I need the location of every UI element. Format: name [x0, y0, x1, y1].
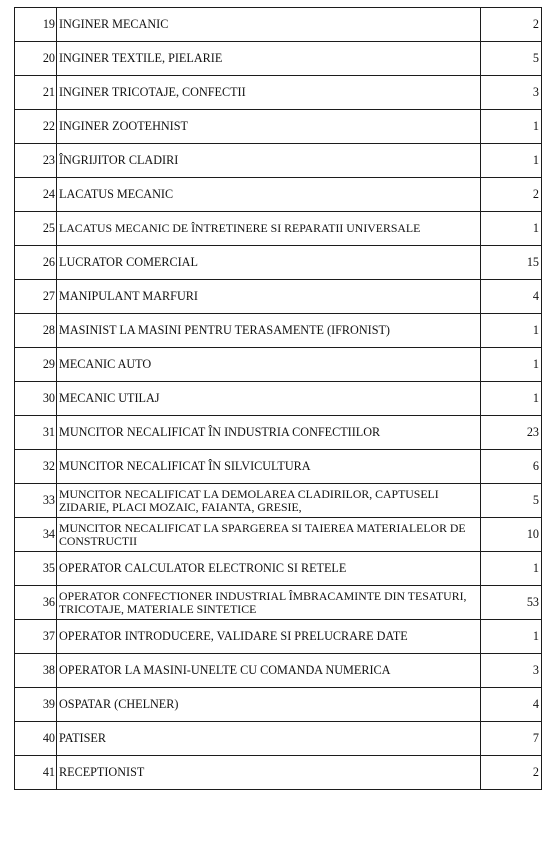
position-count-cell: 7 — [481, 722, 542, 756]
occupation-name-cell: MASINIST LA MASINI PENTRU TERASAMENTE (IFRONIST) — [57, 314, 481, 348]
occupation-name-cell: OPERATOR LA MASINI-UNELTE CU COMANDA NUMERICA — [57, 654, 481, 688]
position-count-cell: 1 — [481, 144, 542, 178]
row-number-cell: 22 — [15, 110, 57, 144]
occupation-name-cell: OSPATAR (CHELNER) — [57, 688, 481, 722]
position-count-cell: 4 — [481, 280, 542, 314]
occupation-name-cell: OPERATOR CALCULATOR ELECTRONIC SI RETELE — [57, 552, 481, 586]
table-row — [15, 382, 542, 416]
row-number-cell: 37 — [15, 620, 57, 654]
occupation-name-cell: MUNCITOR NECALIFICAT ÎN SILVICULTURA — [57, 450, 481, 484]
table-row — [15, 8, 542, 42]
occupation-name-cell: PATISER — [57, 722, 481, 756]
row-number-cell: 24 — [15, 178, 57, 212]
table-row — [15, 212, 542, 246]
position-count-cell: 10 — [481, 518, 542, 552]
table-row — [15, 620, 542, 654]
position-count-cell: 5 — [481, 42, 542, 76]
occupation-name-cell: INGINER MECANIC — [57, 8, 481, 42]
position-count-cell: 5 — [481, 484, 542, 518]
position-count-cell: 23 — [481, 416, 542, 450]
table-row — [15, 756, 542, 790]
position-count-cell: 1 — [481, 110, 542, 144]
row-number-cell: 19 — [15, 8, 57, 42]
occupation-name-cell: MANIPULANT MARFURI — [57, 280, 481, 314]
table-row — [15, 518, 542, 552]
row-number-cell: 23 — [15, 144, 57, 178]
row-number-cell: 26 — [15, 246, 57, 280]
row-number-cell: 38 — [15, 654, 57, 688]
row-number-cell: 41 — [15, 756, 57, 790]
position-count-cell: 2 — [481, 756, 542, 790]
table-row — [15, 484, 542, 518]
row-number-cell: 34 — [15, 518, 57, 552]
row-number-cell: 35 — [15, 552, 57, 586]
occupation-name-cell: MUNCITOR NECALIFICAT LA DEMOLAREA CLADIRILOR, CAPTUSELI ZIDARIE, PLACI MOZAIC, FAIANTA, GRESIE, — [57, 484, 481, 518]
row-number-cell: 28 — [15, 314, 57, 348]
table-row — [15, 450, 542, 484]
position-count-cell: 2 — [481, 8, 542, 42]
position-count-cell: 1 — [481, 314, 542, 348]
row-number-cell: 21 — [15, 76, 57, 110]
position-count-cell: 1 — [481, 552, 542, 586]
row-number-cell: 40 — [15, 722, 57, 756]
table-row — [15, 246, 542, 280]
occupation-name-cell: MUNCITOR NECALIFICAT ÎN INDUSTRIA CONFECTIILOR — [57, 416, 481, 450]
position-count-cell: 1 — [481, 382, 542, 416]
row-number-cell: 20 — [15, 42, 57, 76]
occupation-name-cell: INGINER TRICOTAJE, CONFECTII — [57, 76, 481, 110]
row-number-cell: 25 — [15, 212, 57, 246]
table-row — [15, 586, 542, 620]
occupation-name-cell: OPERATOR INTRODUCERE, VALIDARE SI PRELUCRARE DATE — [57, 620, 481, 654]
occupation-name-cell: LACATUS MECANIC DE ÎNTRETINERE SI REPARATII UNIVERSALE — [57, 212, 481, 246]
table-row — [15, 178, 542, 212]
occupation-name-cell: MECANIC AUTO — [57, 348, 481, 382]
table-row — [15, 42, 542, 76]
occupation-name-cell: LUCRATOR COMERCIAL — [57, 246, 481, 280]
table-row — [15, 110, 542, 144]
table-row — [15, 76, 542, 110]
table-row — [15, 688, 542, 722]
table-row — [15, 280, 542, 314]
position-count-cell: 1 — [481, 620, 542, 654]
position-count-cell: 15 — [481, 246, 542, 280]
position-count-cell: 53 — [481, 586, 542, 620]
occupation-name-cell: ÎNGRIJITOR CLADIRI — [57, 144, 481, 178]
table-row — [15, 722, 542, 756]
position-count-cell: 3 — [481, 654, 542, 688]
row-number-cell: 30 — [15, 382, 57, 416]
row-number-cell: 33 — [15, 484, 57, 518]
occupation-name-cell: INGINER ZOOTEHNIST — [57, 110, 481, 144]
position-count-cell: 4 — [481, 688, 542, 722]
occupation-name-cell: MUNCITOR NECALIFICAT LA SPARGEREA SI TAIEREA MATERIALELOR DE CONSTRUCTII — [57, 518, 481, 552]
position-count-cell: 3 — [481, 76, 542, 110]
position-count-cell: 2 — [481, 178, 542, 212]
table-row — [15, 552, 542, 586]
table-row — [15, 348, 542, 382]
position-count-cell: 6 — [481, 450, 542, 484]
occupation-name-cell: RECEPTIONIST — [57, 756, 481, 790]
occupation-name-cell: OPERATOR CONFECTIONER INDUSTRIAL ÎMBRACAMINTE DIN TESATURI, TRICOTAJE, MATERIALE SINTETICE — [57, 586, 481, 620]
table-row — [15, 144, 542, 178]
position-count-cell: 1 — [481, 212, 542, 246]
occupations-table — [14, 7, 542, 790]
occupation-name-cell: LACATUS MECANIC — [57, 178, 481, 212]
row-number-cell: 29 — [15, 348, 57, 382]
position-count-cell: 1 — [481, 348, 542, 382]
row-number-cell: 32 — [15, 450, 57, 484]
table-row — [15, 654, 542, 688]
table-row — [15, 314, 542, 348]
row-number-cell: 31 — [15, 416, 57, 450]
row-number-cell: 27 — [15, 280, 57, 314]
occupations-table-body — [15, 8, 542, 790]
occupation-name-cell: INGINER TEXTILE, PIELARIE — [57, 42, 481, 76]
occupation-name-cell: MECANIC UTILAJ — [57, 382, 481, 416]
row-number-cell: 36 — [15, 586, 57, 620]
row-number-cell: 39 — [15, 688, 57, 722]
table-row — [15, 416, 542, 450]
